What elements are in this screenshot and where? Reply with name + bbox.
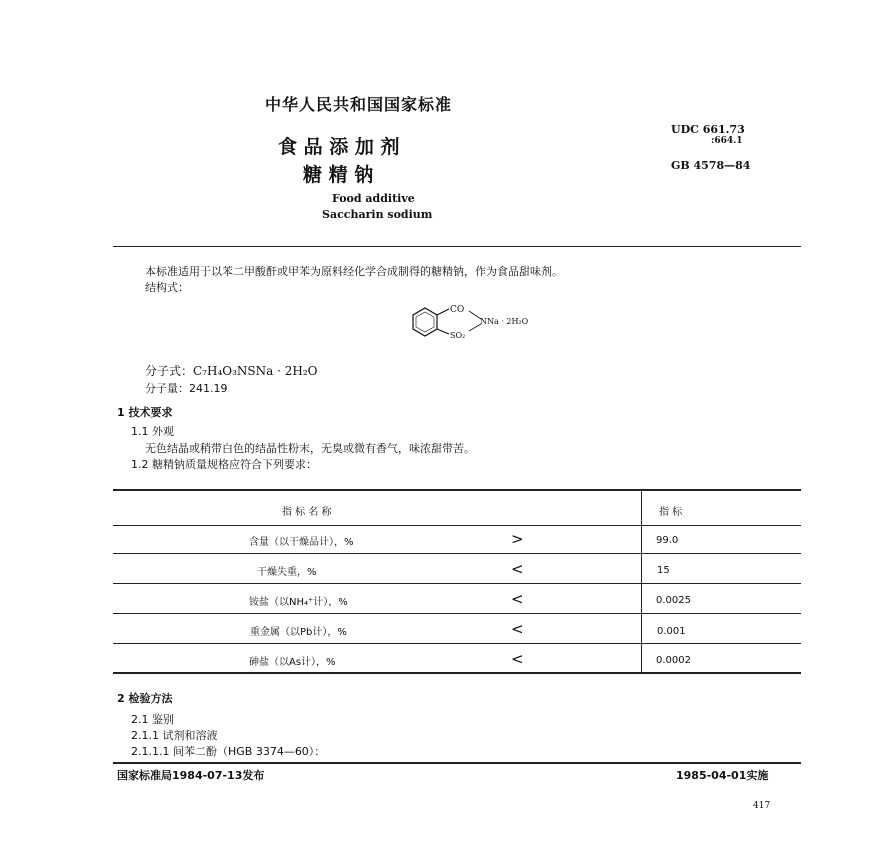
- issue-date: 国家标准局1984-07-13发布: [117, 769, 265, 782]
- effective-date: 1985-04-01实施: [676, 769, 769, 782]
- table-top-rule: [113, 489, 801, 491]
- appearance-text: 无色结晶或稍带白色的结晶性粉末，无臭或微有香气，味浓甜带苦。: [145, 442, 475, 455]
- row-value: 15: [657, 565, 670, 576]
- section-2-heading: 2 检验方法: [117, 692, 173, 705]
- section-1-2-heading: 1.2 糖精钠质量规格应符合下列要求：: [131, 458, 317, 471]
- structure-co: CO: [450, 305, 465, 315]
- row-value: 0.0025: [656, 595, 691, 606]
- header-divider: [113, 246, 801, 247]
- row-name: 铵盐（以NH₄⁺计），%: [249, 597, 348, 608]
- row-operator: >: [511, 530, 524, 548]
- section-1-1-heading: 1.1 外观: [131, 425, 174, 438]
- section-1-heading: 1 技术要求: [117, 406, 173, 419]
- row-operator: <: [511, 620, 524, 638]
- structure-nna: NNa · 2H₂O: [480, 317, 529, 326]
- udc-code-sub: :664.1: [711, 136, 743, 146]
- title-en-line2: Saccharin sodium: [322, 208, 433, 221]
- gb-number: GB 4578—84: [671, 159, 751, 172]
- structure-label: 结构式：: [145, 281, 189, 294]
- row-value: 99.0: [656, 535, 679, 546]
- table-bottom-rule: [113, 672, 801, 674]
- title-food-additive: 食 品 添 加 剂: [278, 136, 400, 158]
- table-row-rule: [113, 643, 801, 644]
- section-2-1-heading: 2.1 鉴别: [131, 713, 174, 726]
- table-row-rule: [113, 613, 801, 614]
- row-name: 含量（以干燥品计），%: [249, 537, 354, 548]
- molecular-formula: 分子式：C₇H₄O₃NSNa · 2H₂O: [145, 364, 318, 378]
- title-saccharin-sodium: 糖 精 钠: [303, 164, 374, 186]
- table-column-divider: [641, 490, 642, 672]
- scope-text: 本标准适用于以苯二甲酸酐或甲苯为原料经化学合成制得的糖精钠，作为食品甜味剂。: [145, 265, 563, 278]
- row-value: 0.001: [657, 626, 686, 637]
- country-standard-title: 中华人民共和国国家标准: [265, 95, 453, 114]
- row-name: 重金属（以Pb计），%: [250, 627, 347, 638]
- molecular-weight: 分子量：241.19: [145, 382, 228, 395]
- row-name: 干燥失重，%: [257, 567, 317, 578]
- row-operator: <: [511, 560, 524, 578]
- table-row-rule: [113, 525, 801, 526]
- section-2-1-1-heading: 2.1.1 试剂和溶液: [131, 729, 218, 742]
- table-row-rule: [113, 553, 801, 554]
- row-name: 砷盐（以As计），%: [249, 657, 336, 668]
- structure-so2: SO₂: [450, 331, 466, 340]
- table-header-name: 指 标 名 称: [282, 507, 332, 518]
- row-operator: <: [511, 590, 524, 608]
- table-header-value: 指 标: [659, 507, 683, 518]
- footer-divider: [113, 762, 801, 764]
- table-row-rule: [113, 583, 801, 584]
- page-number: 417: [753, 801, 771, 811]
- row-value: 0.0002: [656, 655, 691, 666]
- structural-formula-diagram: [405, 296, 565, 346]
- udc-code: UDC 661.73: [671, 123, 745, 136]
- row-operator: <: [511, 650, 524, 668]
- title-en-line1: Food additive: [332, 192, 415, 205]
- section-2-1-1-1-heading: 2.1.1.1 间苯二酚（HGB 3374—60）：: [131, 745, 326, 758]
